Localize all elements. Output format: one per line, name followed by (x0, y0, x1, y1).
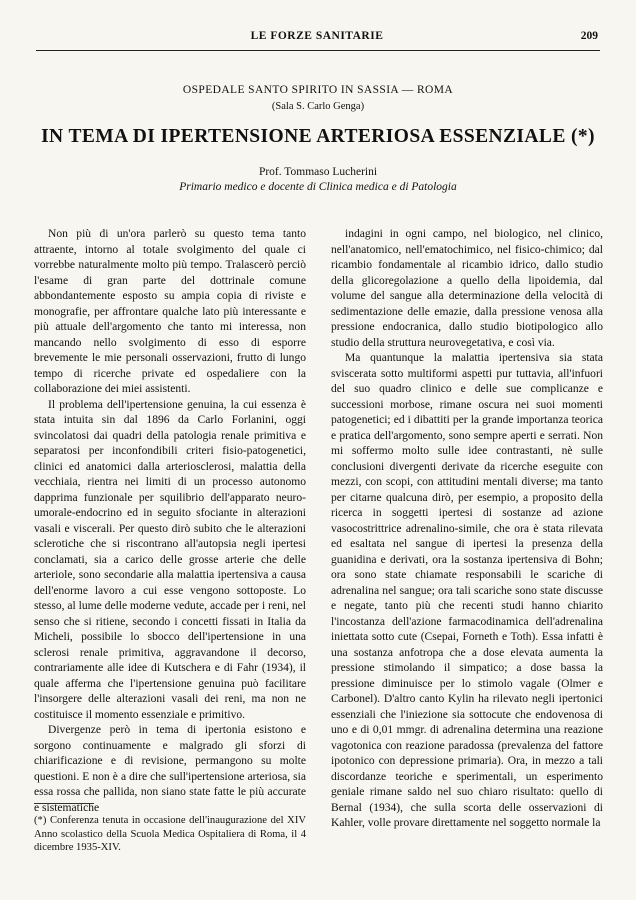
institution-ward: (Sala S. Carlo Genga) (271, 101, 365, 112)
author-affiliation: Primario medico e docente di Clinica medica e di Patologia (179, 181, 457, 193)
paragraph: Il problema dell'ipertensione genuina, la cui essenza è stata intuita sin dal 1896 da Carlo Forlanini, oggi svincolatosi dai quadri della patologia renale primitiva e separatosi per inconfondibili criteri fisio-patogenetici, clinici ed anatomici dalla arteriosclerosi, malattia della vecchiaia, rientra nei limiti di un processo autonomo dapprima funzionale per squilibrio dell'apparato neuro-umorale-endocrino ed in seguito sfociante in alterazioni vasali e viscerali. Per questo dirò subito che le alterazioni sclerotiche che si riscontrano all'autopsia negli ipertesi conclamati, sia a carico delle grosse arterie che delle arteriole, sono secondarie alla malattia ipertensiva a causa dell'enorme lavoro a cui esse vengono sottoposte. Lo stesso, al lume delle moderne vedute, accade per i reni, nel senso che si ritiene, secondo i concetti fissati in Italia da Micheli, possibile lo sbocco dell'ipertensione in una sclerosi renale primitiva, aggravandone il decorso, contrariamente alle idee di Kutschera e di Fahr (1934), il quale afferma che l'ipertensione genuina può facilitare l'insorgere delle alterazioni vasali dei reni, ma non ne costituisce il momento essenziale e primitivo. (34, 398, 306, 721)
paragraph: indagini in ogni campo, nel biologico, nel clinico, nell'anatomico, nell'ematochimico, nel fisico-chimico; dal ricambio fondamentale al ricambio idrico, dallo studio della glicoregolazione a quello della lipoidemia, dal volume del sangue alla determinazione della velocità di sedimentazione delle emazie, dalla pressione venosa alla pressione endocranica, dallo studio biotipologico allo studio della struttura neurovegetativa, e così via. (331, 228, 603, 349)
body-column-left (34, 227, 306, 814)
article-author: Prof. Tommaso Lucherini (258, 166, 378, 178)
paragraph: Divergenze però in tema di ipertonia esistono e sorgono continuamente e malgrado gli sforzi di chiarificazione e di revisione, permangono su molte questioni. E non è a dire che sull'ipertensione arteriosa, sia essa rossa che pallida, non siano state fatte le più accurate e sistematiche (34, 724, 306, 814)
paragraph: Ma quantunque la malattia ipertensiva sia stata sviscerata sotto multiformi aspetti pur tuttavia, all'infuori del suo quadro clinico e delle sue complicanze e successioni morbose, rimane oscura nei suoi momenti patogenetici; ed i dibattiti per la grande importanza teorica e pratica dell'argomento, sono sempre aperti e serrati. Non mi soffermo molto sulle idee contrastanti, nè sulle conclusioni divergenti derivate da ricerche eseguite con mezzi, con scopi, con attitudini mentali diverse; ma tanto per citarne qualcuna dirò, per esempio, a proposito della ricerca in soggetti ipertesi di sostanze ad azione vasocostrittrice adrenalino-simile, che ora è stata rilevata ed esaltata nel sangue di ipertesi la presenza della guanidina e derivati, ora la sostanza ipertensiva di Bohn; ora sono state chiamate responsabili le scariche di adrenalina nel sangue; ora tali scariche sono state discusse e negate, tanto più che recenti studi hanno chiarito l'incostanza dell'azione farmacodinamica dell'adrenalina iniettata sotto cute (Csepai, Forneth e Toth). Essa infatti è una sostanza anfotropa che a dose elevata aumenta la pressione stimolando il simpatico; a dose bassa la pressione diminuisce per lo stimolo vagale (Olmer e Carbonel). D'altro canto Kylin ha rilevato negli ipertonici essenziali che l'iniezione sia sottocute che endovenosa di uno e di 0,01 mmgr. di adrenalina determina una reazione vagotonica con reazione paradossa (prevalenza del fattore ipotonico con depressione primaria). Ora, in mezzo a tali discordanze teoriche e sperimentali, un esperimento geniale rimane saldo nel suo chiaro risultato: quello di Bernal (1934), che sulla scorta delle osservazioni di Kahler, volle provare direttamente nel soggetto normale la (331, 352, 603, 829)
footnote: (*) Conferenza tenuta in occasione dell'inaugurazione del XIV Anno scolastico della Scuola Medica Ospitaliera di Roma, il 4 dicembre 1935-XIV. (34, 815, 306, 853)
paragraph: Non più di un'ora parlerò su questo tema tanto attraente, intorno al totale svolgimento del quale ci vorrebbe naturalmente molto più tempo. Tralascerò perciò l'esame di gran parte del dottrinale comune abbondantemente esposto su ampia copia di riviste e monografie, per affrontare qualche lato più interessante e più attuale dell'argomento che tanto mi interessa, non mancando nello svolgimento di esso di esporre brevemente le mie personali osservazioni, frutto di lungo tempo di ricerche private ed ospedaliere con la collaborazione dei miei assistenti. (34, 228, 306, 395)
institution-name: OSPEDALE SANTO SPIRITO IN SASSIA — ROMA (182, 84, 454, 96)
body-column-right (331, 227, 603, 877)
footnote-rule (34, 803, 94, 804)
journal-name: LE FORZE SANITARIE (250, 30, 384, 42)
header-rule (36, 50, 600, 51)
article-title: IN TEMA DI IPERTENSIONE ARTERIOSA ESSENZIALE (*) (41, 126, 595, 147)
running-header (36, 30, 598, 48)
page-number: 209 (580, 30, 598, 42)
